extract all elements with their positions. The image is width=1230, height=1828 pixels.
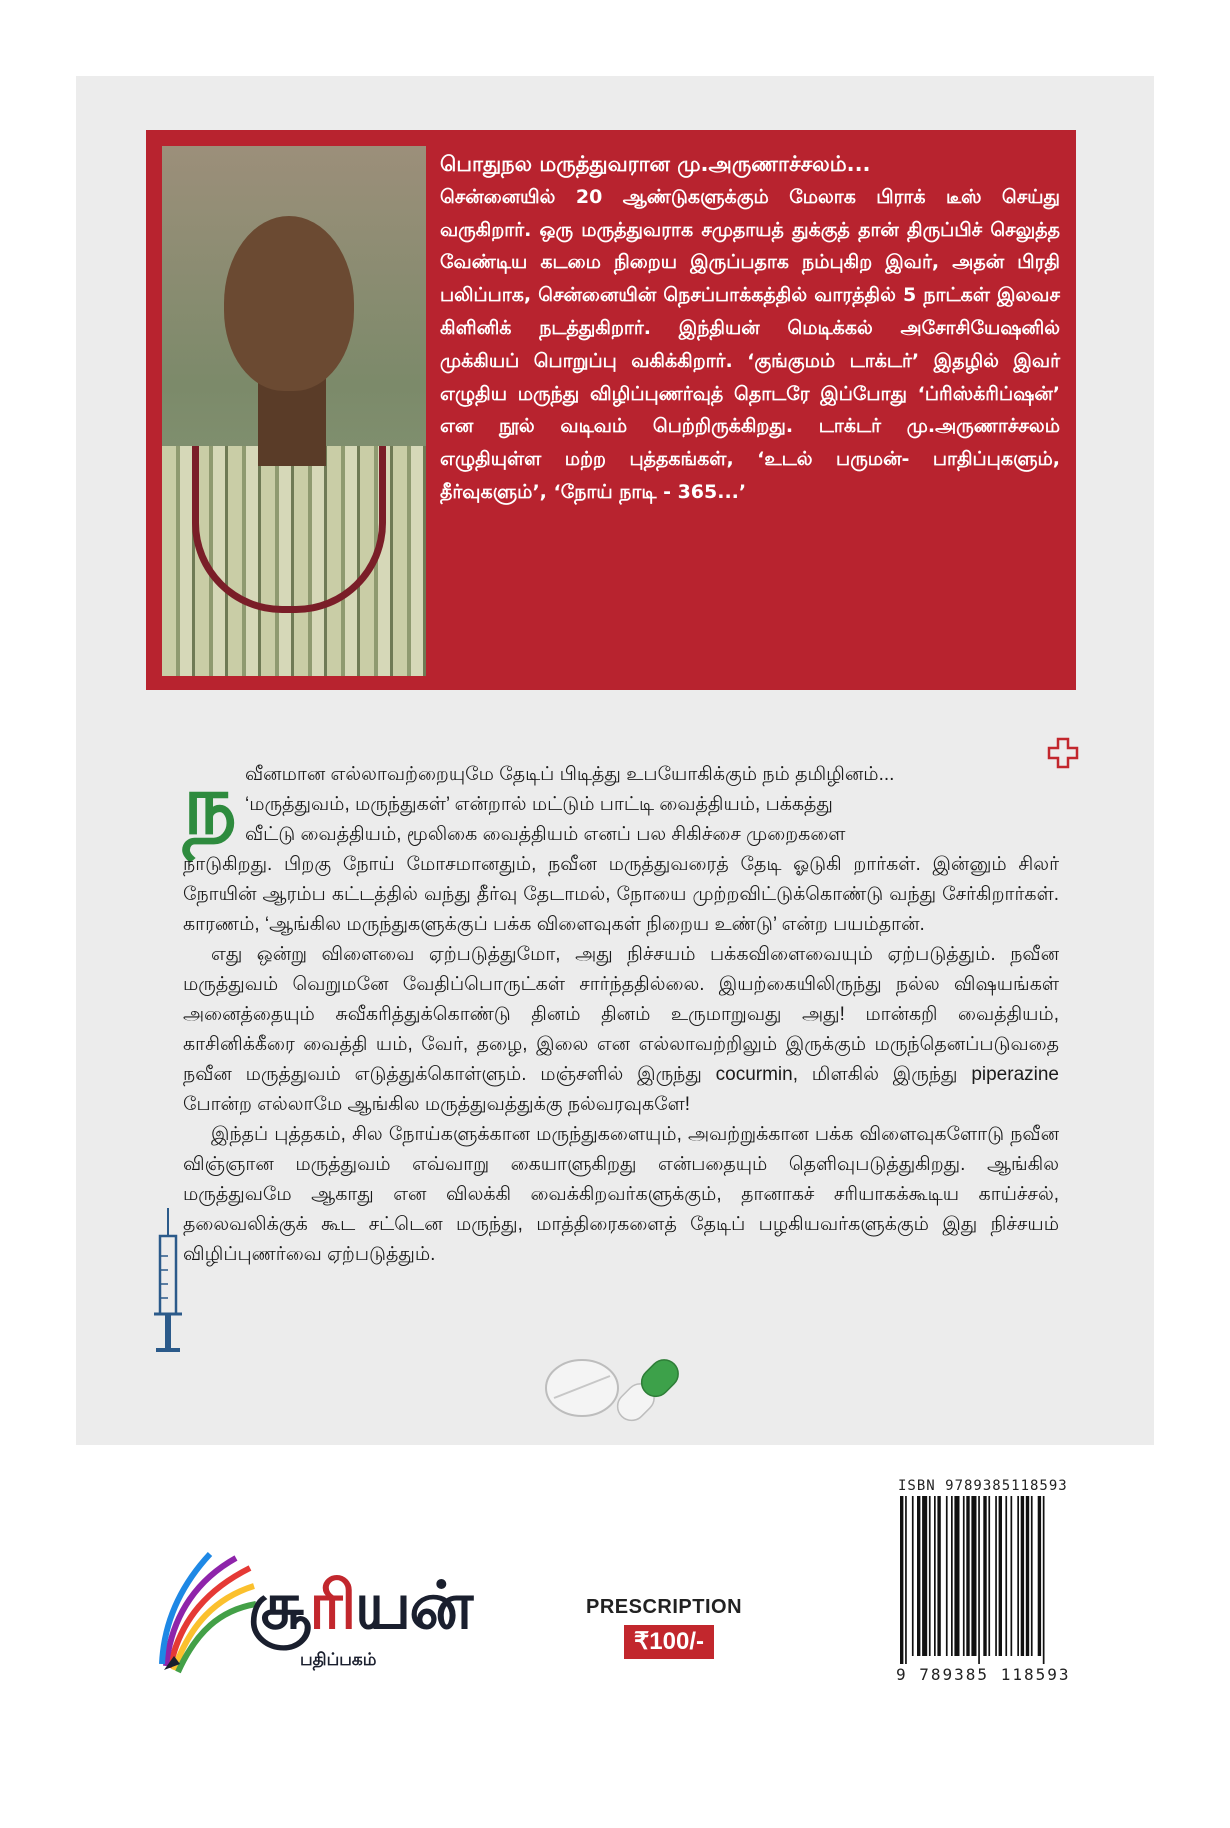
barcode [898,1496,1098,1664]
price-tag: ₹100/- [624,1625,714,1659]
author-photo [162,146,426,676]
book-description [183,754,1059,1270]
publisher-name-part: சூ [248,1567,310,1644]
stethoscope-icon [192,446,386,613]
author-bio-panel [146,130,1076,690]
description-paragraph-2: எது ஒன்று விளைவை ஏற்படுத்துமோ, அது நிச்சயம் பக்கவிளைவையும் ஏற்படுத்தும். நவீன மருத்துவம் வெறுமனே வேதிப்பொருட்கள் சார்ந்ததில்லை. இயற்கையிலிருந்து நல்ல விஷயங்கள் அனைத்தையும் சுவீகரித்துக்கொண்டு தினம் தினம் உருமாறுவது அது! மான்கறி வைத்தியம், காசினிக்கீரை வைத்தி யம், வேர், தழை, இலை என எல்லாவற்றிலும் இருக்கும் மருந்தெனப்படுவதை நவீன மருத்துவம் எடுத்துக்கொள்ளும். மஞ்சளில் இருந்து cocurmin, மிளகில் இருந்து piperazine போன்ற எல்லாமே ஆங்கில மருத்துவத்துக்கு நல்வரவுகளே! [183,944,1059,1115]
author-bio-text [440,148,1060,509]
drop-cap: ந [183,754,237,853]
description-paragraph-3: இந்தப் புத்தகம், சில நோய்களுக்கான மருந்துகளையும், அவற்றுக்கான பக்க விளைவுகளோடு நவீன விஞ்ஞான மருத்துவம் எவ்வாறு கையாளுகிறது என்பதையும் தெளிவுபடுத்துகிறது. ஆங்கில மருத்துவமே ஆகாது என விலக்கி வைக்கிறவர்களுக்கும், தானாகச் சரியாகக்கூடிய காய்ச்சல், தலைவலிக்குக் கூட சட்டென மருந்து, மாத்திரைகளைத் தேடிப் பழகியவர்களுக்கும் இது நிச்சயம் விழிப்புணர்வை ஏற்படுத்தும். [183,1124,1059,1265]
author-photo-head [224,216,354,391]
publisher-subtitle: பதிப்பகம் [300,1650,377,1670]
description-line: வீனமான எல்லாவற்றையுமே தேடிப் பிடித்து உபயோகிக்கும் நம் தமிழினம்... [245,764,895,785]
barcode-digits: 9 789385 118593 [896,1665,1071,1684]
publisher-name [248,1568,471,1644]
description-paragraph-1 [183,754,1059,940]
syringe-icon [150,1208,186,1358]
author-bio-body: சென்னையில் 20 ஆண்டுகளுக்கும் மேலாக பிராக் டீஸ் செய்து வருகிறார். ஒரு மருத்துவராக சமுதாயத் துக்குத் தான் திருப்பிச் செலுத்த வேண்டிய கடமை நிறைய இருப்பதாக நம்புகிற இவர், அதன் பிரதி பலிப்பாக, சென்னையின் நெசப்பாக்கத்தில் வாரத்தில் 5 நாட்கள் இலவச கிளினிக் நடத்துகிறார். இந்தியன் மெடிக்கல் அசோசியேஷனில் முக்கியப் பொறுப்பு வகிக்கிறார். ‘குங்குமம் டாக்டர்’ இதழில் இவர் எழுதிய மருந்து விழிப்புணர்வுத் தொடரே இப்போது ‘ப்ரிஸ்க்ரிப்ஷன்’ என நூல் வடிவம் பெற்றிருக்கிறது. டாக்டர் மு.அருணாச்சலம் எழுதியுள்ள மற்ற புத்தகங்கள், ‘உடல் பருமன்- பாதிப்புகளும், தீர்வுகளும்’, ‘நோய் நாடி - 365...’ [440,185,1060,503]
description-line: ‘மருத்துவம், மருந்துகள்’ என்றால் மட்டும் பாட்டி வைத்தியம், பக்கத்து [245,794,833,815]
publisher-logo-swirl [150,1548,260,1688]
publisher-name-part: யன் [354,1567,472,1644]
book-title: PRESCRIPTION [586,1596,743,1618]
author-bio-lead: பொதுநல மருத்துவரான மு.அருணாச்சலம்... [440,152,871,176]
publisher-logo [150,1548,470,1688]
publisher-name-part: ரி [309,1567,355,1644]
isbn-label: ISBN 9789385118593 [898,1478,1068,1494]
pill-icon [540,1340,690,1430]
description-line: நாடுகிறது. பிறகு நோய் மோசமானதும், நவீன மருத்துவரைத் தேடி ஓடுகி றார்கள். இன்னும் சிலர் நோயின் ஆரம்ப கட்டத்தில் வந்து தீர்வு தேடாமல், நோயை முற்றவிட்டுக்கொண்டு வந்து சேர்கிறார்கள். காரணம், ‘ஆங்கில மருந்துகளுக்குப் பக்க விளைவுகள் நிறைய உண்டு’ என்ற பயம்தான். [183,854,1059,935]
description-line: வீட்டு வைத்தியம், மூலிகை வைத்தியம் எனப் பல சிகிச்சை முறைகளை [245,824,846,845]
